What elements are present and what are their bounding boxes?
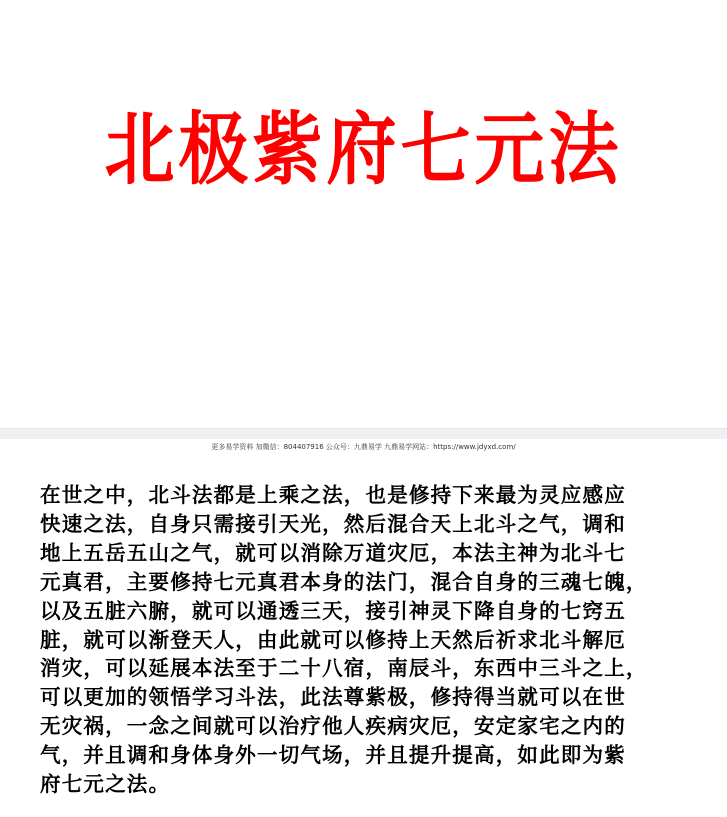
text-line: 快速之法，自身只需接引天光，然后混合天上北斗之气，调和 — [40, 511, 626, 536]
text-line: 地上五岳五山之气，就可以消除万道灾厄，本法主神为北斗七 — [40, 540, 626, 565]
text-line: 无灾祸，一念之间就可以治疗他人疾病灾厄，安定家宅之内的 — [40, 714, 626, 739]
body-paragraph — [40, 481, 692, 799]
text-line: 以及五脏六腑，就可以通透三天，接引神灵下降自身的七窍五 — [40, 598, 626, 623]
text-line: 气，并且调和身体身外一切气场，并且提升提高，如此即为紫 — [40, 743, 626, 768]
text-line: 元真君，主要修持七元真君本身的法门，混合自身的三魂七魄， — [40, 569, 648, 594]
text-line: 府七元之法。 — [40, 772, 171, 797]
page-title: 北极紫府七元法 — [104, 102, 623, 196]
text-line: 消灾，可以延展本法至于二十八宿，南辰斗，东西中三斗之上， — [40, 656, 648, 681]
text-line: 脏，就可以渐登天人，由此就可以修持上天然后祈求北斗解厄 — [40, 627, 626, 652]
page-header-note: 更多易学资料 加微信：804407916 公众号：九鼎易学 九鼎易学网站：https://www.jdyxd.com/ — [211, 443, 516, 451]
text-line: 可以更加的领悟学习斗法，此法尊紫极，修持得当就可以在世 — [40, 685, 626, 710]
text-line: 在世之中，北斗法都是上乘之法，也是修持下来最为灵应感应 — [40, 483, 626, 507]
